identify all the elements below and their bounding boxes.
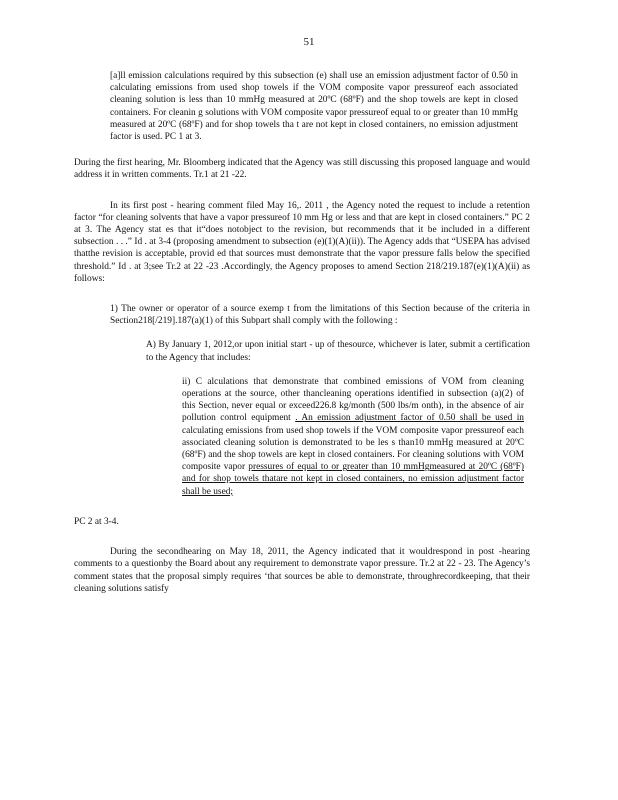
document-body	[74, 70, 530, 595]
block-quote-3: A) By January 1, 2012,or upon initial start - up of thesource, whichever is later, submit a certification to the Agency that includes:	[146, 340, 530, 363]
paragraph-2: In its first post - hearing comment filed May 16,. 2011 , the Agency noted the request to include a retention factor “for cleaning solvents that have a vapor pressureof 10 mm Hg or less and that are kept in closed containers.” PC 2 at 3. The Agency stat es that it“does notobject to the revision, but recommends that it be included in a different subsection . . .” Id . at 3-4 (proposing amendment to subsection (e)(1)(A)(ii)). The Agency adds that “USEPA has advised thatthe revision is acceptable, provid ed that sources must demonstrate that the vapor pressure falls below the specified threshold.” Id . at 3;see Tr.2 at 22 -23 .Accordingly, the Agency proposes to amend Section 218/219.187(e)(1)(A)(ii) as follows:	[74, 200, 530, 284]
paragraph-1: During the first hearing, Mr. Bloomberg indicated that the Agency was still discussing this proposed language and would address it in written comments. Tr.1 at 21 -22.	[74, 158, 530, 181]
block-quote-2: 1) The owner or operator of a source exemp t from the limitations of this Section because of the criteria in Section218[/219].187(a)(1) of this Subpart shall comply with the following :	[110, 304, 530, 327]
quote-4-inserted-text-end: pressures of equal to or greater than 10 mmHgmeasured at 20ºC (68ºF) and for shop towels thatare not kept in closed containers, no emission adjustment factor shall be used;	[182, 462, 525, 497]
paragraph-3: During the secondhearing on May 18, 2011, the Agency indicated that it wouldrespond in post -hearing comments to a questionby the Board about any requirement to demonstrate vapor pressure. Tr.2 at 22 - 23. The Agency’s comment states that the proposal simply requires ‘that sources be able to demonstrate, throughrecordkeeping, that their cleaning solutions satisfy	[74, 547, 530, 594]
block-quote-4	[182, 376, 524, 498]
page-number: 51	[303, 36, 315, 48]
quote-4-text: ii) C alculations that demonstrate that combined emissions of VOM from cleaning operations at the source, other thancleaning operations identified in subsection (a)(2) of this Section, never equal or exceed226.8 kg/month (500 lbs/m onth), in the absence of air pollution control equipment	[182, 376, 524, 424]
quote-4-inserted-text: . An emission adjustment factor of 0.50 shall be used in	[295, 413, 524, 424]
quote-4-text-continued: calculating emissions from used shop towels if the VOM composite vapor pressureof each associated cleaning solution is demonstrated to be les s than10 mmHg measured at 20ºC (68ºF) and the shop towels are kept in closed containers. For cleaning solutions with VOM composite vapor	[182, 425, 524, 473]
citation: PC 2 at 3-4.	[74, 516, 119, 527]
block-quote-1: [a]ll emission calculations required by this subsection (e) shall use an emission adjustment factor of 0.50 in calculating emissions from used shop towels if the VOM composite vapor pressureof each associated cleaning solution is less than 10 mmHg measured at 20ºC (68ºF) and the shop towels are kept in closed containers. For cleanin g solutions with VOM composite vapor pressureof equal to or greater than 10 mmHg measured at 20ºC (68ºF) and for shop towels tha t are not kept in closed containers, no emission adjustment factor is used. PC 1 at 3.	[110, 71, 518, 143]
